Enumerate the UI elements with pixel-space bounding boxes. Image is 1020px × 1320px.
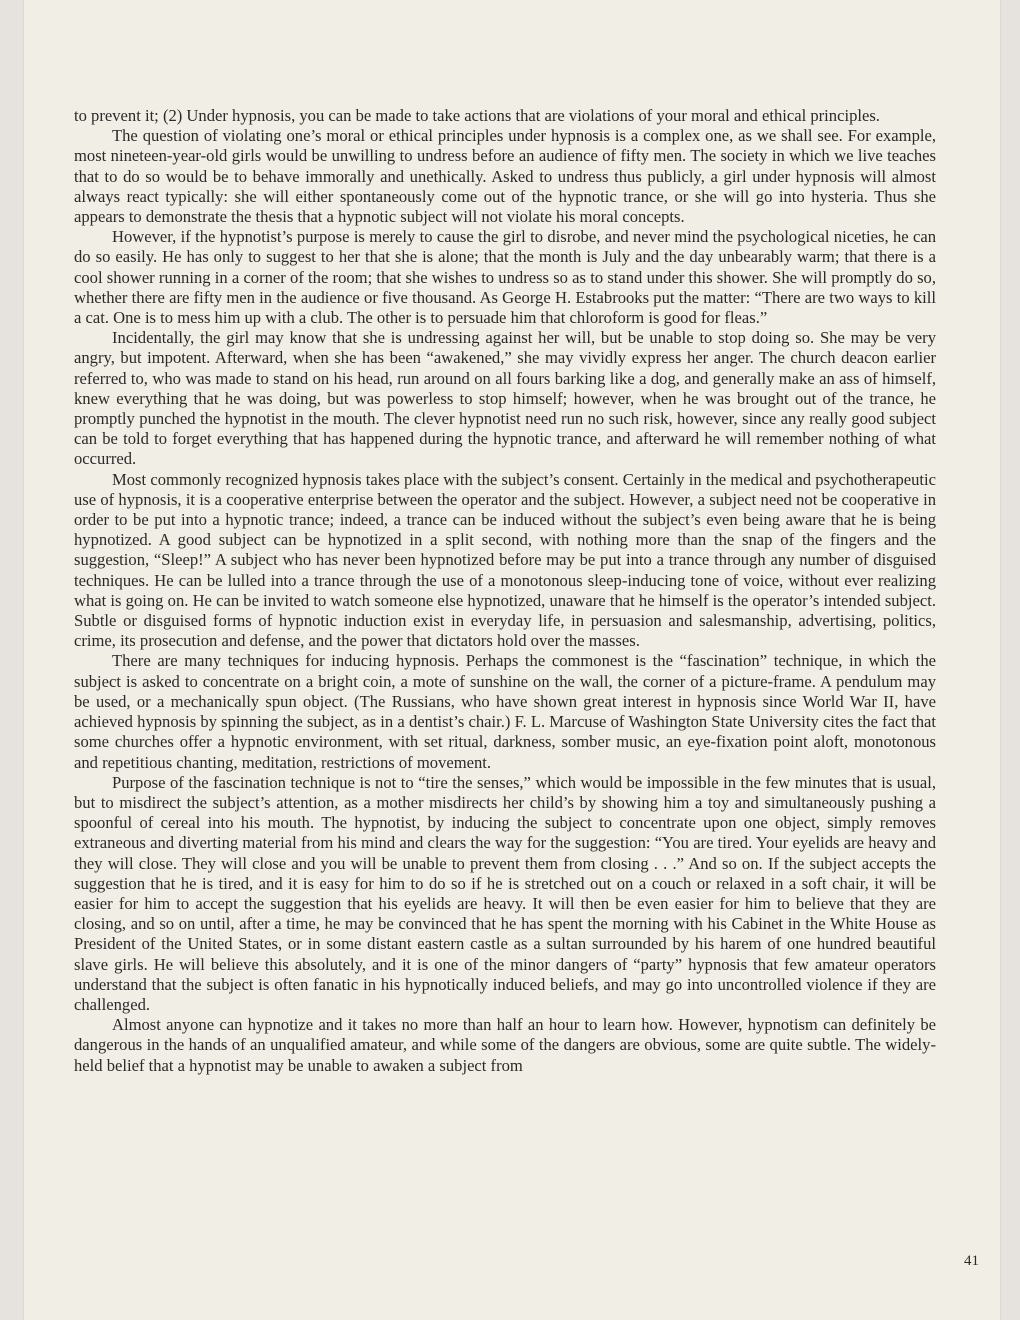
- page-number: 41: [964, 1253, 979, 1269]
- paragraph-8: Almost anyone can hypnotize and it takes no more than half an hour to learn how. However, hypnotism can definitely be dangerous in the hands of an unqualified amateur, and while some of the dangers are obvious, some are quite subtle. The widely-held belief that a hypnotist may be unable to awaken a subject from: [74, 1015, 936, 1075]
- paragraph-2: The question of violating one’s moral or ethical principles under hypnosis is a complex one, as we shall see. For example, most nineteen-year-old girls would be unwilling to undress before an audience of fifty men. The society in which we live teaches that to do so would be to behave immorally and unethically. Asked to undress thus publicly, a girl under hypnosis will almost always react typically: she will either spontaneously come out of the hypnotic trance, or she will go into hysteria. Thus she appears to demonstrate the thesis that a hypnotic subject will not violate his moral concepts.: [74, 126, 936, 227]
- paragraph-3: However, if the hypnotist’s purpose is merely to cause the girl to disrobe, and never mind the psychological niceties, he can do so easily. He has only to suggest to her that she is alone; that the month is July and the day unbearably warm; that there is a cool shower running in a corner of the room; that she wishes to undress so as to stand under this shower. She will promptly do so, whether there are fifty men in the audience or five thousand. As George H. Estabrooks put the matter: “There are two ways to kill a cat. One is to mess him up with a club. The other is to persuade him that chloroform is good for fleas.”: [74, 227, 936, 328]
- body-text: [74, 106, 936, 1076]
- paragraph-7: Purpose of the fascination technique is not to “tire the senses,” which would be impossible in the few minutes that is usual, but to misdirect the subject’s attention, as a mother misdirects her child’s by showing him a toy and simultaneously pushing a spoonful of cereal into his mouth. The hypnotist, by inducing the subject to concentrate upon one object, simply removes extraneous and diverting material from his mind and clears the way for the suggestion: “You are tired. Your eyelids are heavy and they will close. They will close and you will be unable to prevent them from closing . . .” And so on. If the subject accepts the suggestion that he is tired, and it is easy for him to do so if he is stretched out on a couch or relaxed in a soft chair, it will be easier for him to accept the suggestion that his eyelids are heavy. It will then be even easier for him to believe that they are closing, and so on until, after a time, he may be convinced that he has spent the morning with his Cabinet in the White House as President of the United States, or in some distant eastern castle as a sultan surrounded by his harem of one hundred beautiful slave girls. He will believe this absolutely, and it is one of the minor dangers of “party” hypnosis that few amateur operators understand that the subject is often fanatic in his hypnotically induced beliefs, and may go into uncontrolled violence if they are challenged.: [74, 772, 936, 1014]
- paragraph-5: Most commonly recognized hypnosis takes place with the subject’s consent. Certainly in the medical and psychotherapeutic use of hypnosis, it is a cooperative enterprise between the operator and the subject. However, a subject need not be cooperative in order to be put into a hypnotic trance; indeed, a trance can be induced without the subject’s even being aware that he is being hypnotized. A good subject can be hypnotized in a split second, with nothing more than the snap of the fingers and the suggestion, “Sleep!” A subject who has never been hypnotized before may be put into a trance through any number of disguised techniques. He can be lulled into a trance through the use of a monotonous sleep-inducing tone of voice, without ever realizing what is going on. He can be invited to watch someone else hypnotized, unaware that he himself is the operator’s intended subject. Subtle or disguised forms of hypnotic induction exist in everyday life, in persuasion and salesmanship, advertising, politics, crime, its prosecution and defense, and the power that dictators hold over the masses.: [74, 469, 936, 651]
- paragraph-1: to prevent it; (2) Under hypnosis, you can be made to take actions that are violations of your moral and ethical principles.: [74, 106, 880, 125]
- book-page: [24, 0, 1000, 1320]
- paragraph-4: Incidentally, the girl may know that she is undressing against her will, but be unable to stop doing so. She may be very angry, but impotent. Afterward, when she has been “awakened,” she may vividly express her anger. The church deacon earlier referred to, who was made to stand on his head, run around on all fours barking like a dog, and generally make an ass of himself, knew everything that he was doing, but was powerless to stop himself; however, when he was brought out of the trance, he promptly punched the hypnotist in the mouth. The clever hypnotist need run no such risk, however, since any really good subject can be told to forget everything that has happened during the hypnotic trance, and afterward he will remember nothing of what occurred.: [74, 328, 936, 469]
- paragraph-6: There are many techniques for inducing hypnosis. Perhaps the commonest is the “fascination” technique, in which the subject is asked to concentrate on a bright coin, a mote of sunshine on the wall, the corner of a picture-frame. A pendulum may be used, or a mechanically spun object. (The Russians, who have shown great interest in hypnosis since World War II, have achieved hypnosis by spinning the subject, as in a dentist’s chair.) F. L. Marcuse of Washington State University cites the fact that some churches offer a hypnotic environment, with set ritual, darkness, somber music, an eye-fixation point aloft, monotonous and repetitious chanting, meditation, restrictions of movement.: [74, 651, 936, 772]
